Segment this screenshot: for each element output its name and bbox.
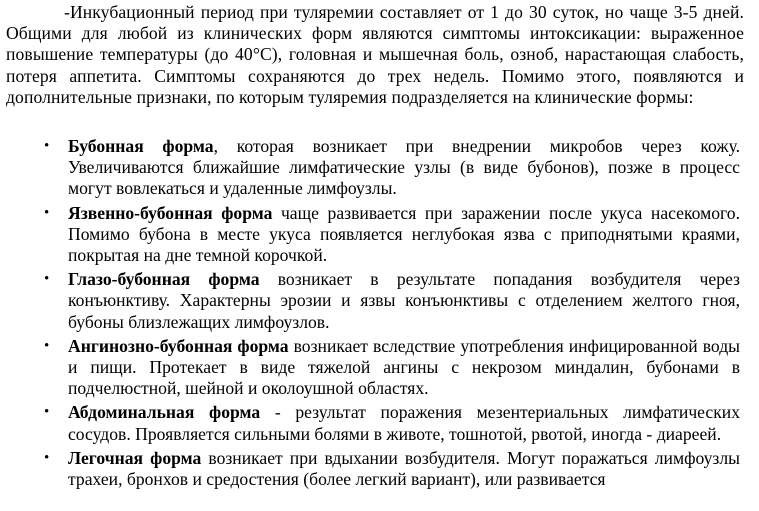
- form-description: чаще развивается при заражении после укуса насекомого. Помимо бубона в месте укуса появляется неглубокая язва с приподнятыми краями, покрытая на дне темной корочкой.: [68, 202, 740, 266]
- list-item-pulmonary: [0, 448, 740, 490]
- form-term: Абдоминальная форма: [68, 402, 261, 423]
- clinical-forms-list: [0, 136, 759, 493]
- list-item-oculo-bubonic: [0, 269, 740, 333]
- form-description: возникает в результате попадания возбудителя через конъюнктиву. Характерны эрозии и язвы конъюнктивы с отделением желтого гноя, бубоны близлежащих лимфоузлов.: [68, 269, 740, 332]
- bullet-icon: •: [44, 404, 50, 421]
- form-term: Легочная форма: [68, 447, 202, 468]
- form-term: Глазо-бубонная форма: [68, 269, 260, 290]
- bullet-icon: •: [44, 337, 50, 354]
- form-description: возникает при вдыхании возбудителя. Могут поражаться лимфоузлы трахеи, бронхов и средостения (более легкий вариант), или развивается: [68, 447, 740, 490]
- form-description: возникает вследствие употребления инфицированной воды и пищи. Протекает в виде тяжелой ангины с некрозом миндалин, бубонами в подчелюстной, шейной и околоушной областях.: [68, 335, 740, 399]
- list-item-abdominal: [0, 402, 740, 444]
- list-item-ulcerative-bubonic: [0, 203, 740, 267]
- form-term: Ангинозно-бубонная форма: [68, 335, 289, 356]
- bullet-icon: •: [44, 271, 50, 288]
- form-term: Бубонная форма: [68, 136, 214, 156]
- bullet-icon: •: [44, 138, 50, 154]
- form-description: - результат поражения мезентериальных лимфатических сосудов. Проявляется сильными болями в животе, тошнотой, рвотой, иногда - диареей.: [68, 402, 740, 444]
- bullet-icon: •: [44, 204, 50, 221]
- list-item-anginal-bubonic: [0, 336, 740, 400]
- list-item-bubonic: [0, 136, 740, 200]
- form-description: , которая возникает при внедрении микробов через кожу. Увеличиваются ближайшие лимфатические узлы (в виде бубонов), позже в процесс могут вовлекаться и удаленные лимфоузлы.: [68, 136, 740, 199]
- bullet-icon: •: [44, 449, 50, 466]
- form-term: Язвенно-бубонная форма: [68, 202, 273, 223]
- intro-paragraph: -Инкубационный период при туляремии составляет от 1 до 30 суток, но чаще 3-5 дней. Общими для любой из клинических форм являются симптомы интоксикации: выраженное повышение температуры (до 40°С), головная и мышечная боль, озноб, нарастающая слабость, потеря аппетита. Симптомы сохраняются до трех недель. Помимо этого, появляются и дополнительные признаки, по которым туляремия подразделяется на клинические формы:: [6, 2, 744, 107]
